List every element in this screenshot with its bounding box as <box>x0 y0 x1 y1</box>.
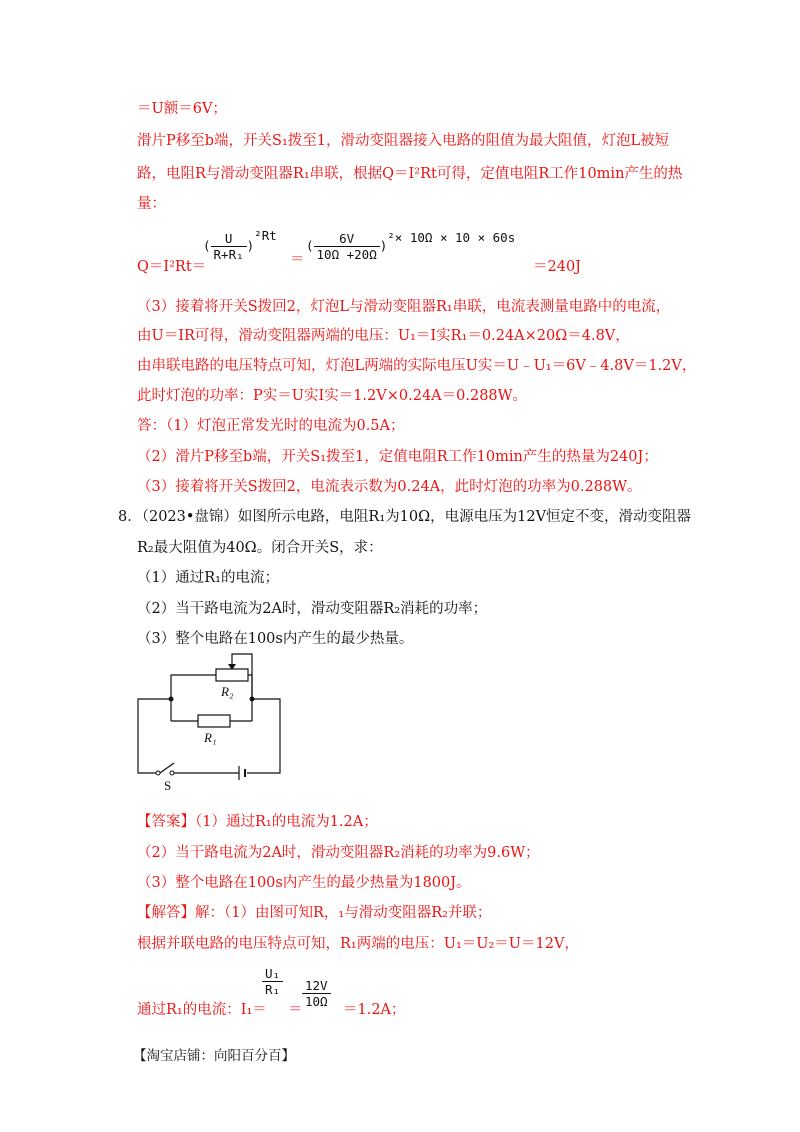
formula-eq: ＝ <box>288 1002 303 1018</box>
question-8-line: （3）整个电路在100s内产生的最少热量。 <box>137 631 414 647</box>
r2-resistor <box>216 669 248 681</box>
text-line: （2）滑片P移至b端，开关S₁拨至1，定值电阻R工作10min产生的热量为240J； <box>137 449 658 465</box>
answer-line: 根据并联电路的电压特点可知，R₁两端的电压：U₁＝U₂＝U＝12V， <box>137 936 579 952</box>
answer-line: 【解答】解：（1）由图可知R，₁与滑动变阻器R₂并联； <box>137 905 492 921</box>
question-8-line: （2）当干路电流为2A时，滑动变阻器R₂消耗的功率； <box>137 601 488 617</box>
switch-pin <box>156 771 160 775</box>
r1-resistor <box>198 715 230 727</box>
text-line: 路，电阻R与滑动变阻器R₁串联，根据Q＝I²Rt可得，定值电阻R工作10min产生的热 <box>137 166 683 182</box>
formula-eq: ＝ <box>290 252 305 268</box>
switch-pin <box>170 771 174 775</box>
formula-2 <box>262 966 283 997</box>
switch-label: S <box>164 778 172 793</box>
question-8-line: 8．（2023•盘锦）如图所示电路，电阻R₁为10Ω，电源电压为12V恒定不变，滑动变阻器 <box>118 509 692 525</box>
question-8-line: （1）通过R₁的电流； <box>137 570 279 586</box>
formula-prefix: Q＝I²Rt＝ <box>137 259 207 275</box>
fraction: $\frac{\text{U₁}}{\text{R₁}}$ <box>262 966 283 997</box>
r2-label: R₂ <box>221 684 234 699</box>
text-line: 由U＝IR可得，滑动变阻器两端的电压：U₁＝I实R₁＝0.24A×20Ω＝4.8V， <box>137 328 630 344</box>
formula-prefix: 通过R₁的电流：I₁＝ <box>137 1002 267 1018</box>
formula-result: ＝1.2A； <box>343 1002 406 1018</box>
junction-dot <box>250 697 255 702</box>
text-line: （3）接着将开关S拨回2，电流表示数为0.24A，此时灯泡的功率为0.288W。 <box>137 479 642 495</box>
answer-line: （3）整个电路在100s内产生的最少热量为1800J。 <box>137 875 471 891</box>
formula-result: ＝240J <box>533 259 581 275</box>
fraction: $\frac{U}{\text{R+R₁}}$ <box>211 231 247 262</box>
question-8-line: R₂最大阻值为40Ω。闭合开关S，求： <box>137 540 383 556</box>
answer-line: 【答案】（1）通过R₁的电流为1.2A； <box>137 814 378 830</box>
fraction: $\frac{12V}{10\Omega}$ <box>302 978 331 1009</box>
circuit-diagram <box>130 645 300 795</box>
formula-1: ( $\frac{U}{\text{R+R₁}}$ )²Rt <box>203 228 277 262</box>
text-line: 此时灯泡的功率：P实＝U实I实＝1.2V×0.24A＝0.288W。 <box>137 388 528 404</box>
formula-1b: ( $\frac{6V}{10\Omega +20\Omega}$ )²× 10Ω × 10 × 60s <box>306 230 516 262</box>
r1-label: R₁ <box>204 730 217 745</box>
text-line: 量： <box>137 196 166 212</box>
text-line: 由串联电路的电压特点可知，灯泡L两端的实际电压U实＝U﹣U₁＝6V﹣4.8V＝1.2V， <box>137 358 697 374</box>
formula-2b <box>302 978 331 1009</box>
text-line: 滑片P移至b端，开关S₁拨至1，滑动变阻器接入电路的阻值为最大阻值，灯泡L被短 <box>137 133 670 149</box>
footer-shop-name: 【淘宝店铺：向阳百分百】 <box>133 1048 295 1064</box>
text-line: 答：（1）灯泡正常发光时的电流为0.5A； <box>137 418 405 434</box>
junction-dot <box>169 697 174 702</box>
answer-line: （2）当干路电流为2A时，滑动变阻器R₂消耗的功率为9.6W； <box>137 845 540 861</box>
text-line: （3）接着将开关S拨回2，灯泡L与滑动变阻器R₁串联，电流表测量电路中的电流， <box>137 299 671 315</box>
text-line: ＝U额＝6V； <box>137 101 227 117</box>
fraction: $\frac{6V}{10\Omega +20\Omega}$ <box>314 231 380 262</box>
